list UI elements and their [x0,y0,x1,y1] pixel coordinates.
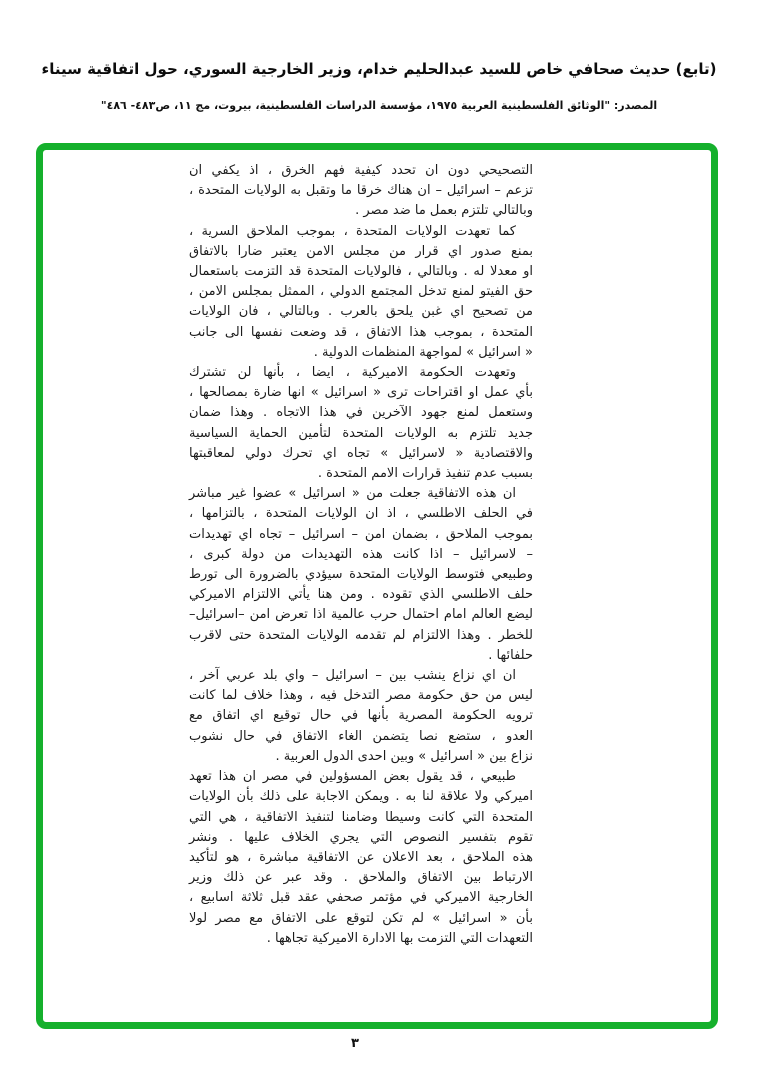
text-line: للخطر . وهذا الالتزام لم تقدمه الولايات المتحدة حتى لاقرب [189,627,533,643]
paragraph [189,222,533,363]
text-line: وتعهدت الحكومة الاميركية ، ايضا ، بأنها لن تشترك [189,365,516,381]
paragraph [189,666,533,767]
text-line: حلف الاطلسي الذي تقوده . ومن هنا يأتي الالتزام الاميركي [189,587,533,603]
page-header-source: المصدر: "الوثائق الفلسطينية العربية ١٩٧٥، مؤسسة الدراسات الفلسطينية، بيروت، مج ١١، ص٤٨٣- ٤٨٦" [100,99,658,112]
text-line: وطبيعي فتوسط الولايات المتحدة سيؤدي بالضرورة الى تورط [189,567,533,583]
text-line: وبالتالي تلتزم بعمل ما ضد مصر . [355,203,533,219]
text-line: اميركي ولا علاقة لنا به . ويمكن الاجابة على ذلك بأن الولايات [189,789,533,805]
paragraph [189,767,533,949]
text-line: من تصحيح اي غبن يلحق بالعرب . وبالتالي ، فان الولايات [189,304,533,320]
text-line: حق الفيتو لمنع تدخل المجتمع الدولي ، الممثل بمجلس الامن ، [189,284,533,300]
text-line: جديد تلتزم به الولايات المتحدة لتأمين الحماية السياسية [189,425,533,441]
text-line: والاقتصادية « لاسرائيل » تجاه اي تحرك دولي لمعاقبتها [189,445,533,461]
text-line: نزاع بين « اسرائيل » وبين احدى الدول العربية . [275,748,533,764]
text-line: – لاسرائيل – اذا كانت هذه التهديدات من دولة كبرى ، [189,546,533,562]
text-line: وستعمل لمنع جهود الآخرين في هذا الاتجاه . وهذا ضمان [189,405,533,421]
text-line: التعهدات التي التزمت بها الادارة الاميركية تجاهها . [266,930,533,946]
text-line: التصحيحي دون ان تحدد كيفية فهم الخرق ، اذ يكفي ان [189,163,533,178]
text-line: الارتباط بين الاتفاق والملاحق . وقد عبر عن ذلك وزير [189,870,533,886]
paragraph [189,161,533,222]
paragraph [189,484,533,666]
text-line: ان اي نزاع ينشب بين – اسرائيل – واي بلد عربي آخر ، [189,668,516,684]
text-line: ان هذه الاتفاقية جعلت من « اسرائيل » عضوا غير مباشر [189,486,516,502]
page-number: ٣ [351,1036,359,1051]
text-line: المتحدة التي كانت وسيطا وضامنا لتنفيذ الاتفاقية ، هي التي [189,809,533,825]
text-line: هذه الملاحق ، بعد الاعلان عن الاتفاقية مباشرة ، هو لتأكيد [189,849,533,865]
text-line: الخارجية الاميركي في مؤتمر صحفي عقد قبل ثلاثة اسابيع ، [189,890,533,906]
text-line: بسبب عدم تنفيذ قرارات الامم المتحدة . [317,466,533,482]
text-line: في الحلف الاطلسي ، اذ ان الولايات المتحدة ، بالتزامها ، [189,506,533,522]
text-line: حلفائها . [488,647,533,663]
text-line: بأي عمل او اقتراحات ترى « اسرائيل » انها ضارة بمصالحها ، [189,385,533,401]
text-line: تزعم – اسرائيل – ان هناك خرقا ما وتقبل به الولايات المتحدة ، [189,183,533,199]
text-line: طبيعي ، قد يقول بعض المسؤولين في مصر ان هذا تعهد [189,769,516,785]
text-line: ليضع العالم امام احتمال حرب عالمية اذا تعرض امن –اسرائيل– [189,607,533,623]
text-line: كما تعهدت الولايات المتحدة ، بموجب الملاحق السرية ، [189,223,516,239]
text-line: ترويه الحكومة المصرية بأنها في حال توقيع اي اتفاق مع [189,708,533,724]
paragraph [189,363,533,484]
text-line: المتحدة ، بموجب هذا الاتفاق ، قد وضعت نفسها الى جانب [189,324,533,340]
page-header-title: (تابع) حديث صحافي خاص للسيد عبدالحليم خدام، وزير الخارجية السوري، حول اتفاقية سيناء [41,60,717,78]
text-line: بأن « اسرائيل » لم تكن لتوقع على الاتفاق مع مصر لولا [189,910,533,926]
document-body [189,161,533,949]
text-line: ليس من حق حكومة مصر التدخل فيه ، وهذا خلاف لما كانت [189,688,533,704]
text-line: بموجب الملاحق ، بضمان امن – اسرائيل – تجاه اي تهديدات [189,526,533,542]
text-line: العدو ، ستضع نصا يتضمن الغاء الاتفاق في حال نشوب [189,728,533,744]
text-line: « اسرائيل » لمواجهة المنظمات الدولية . [313,344,533,360]
text-line: تقوم بتفسير النصوص التي يجري الخلاف عليها . ونشر [189,829,533,845]
text-line: بمنع صدور اي قرار من مجلس الامن يعتبر ضارا بالاتفاق [189,243,533,259]
text-line: او معدلا له . وبالتالي ، فالولايات المتحدة قد التزمت باستعمال [189,264,533,280]
